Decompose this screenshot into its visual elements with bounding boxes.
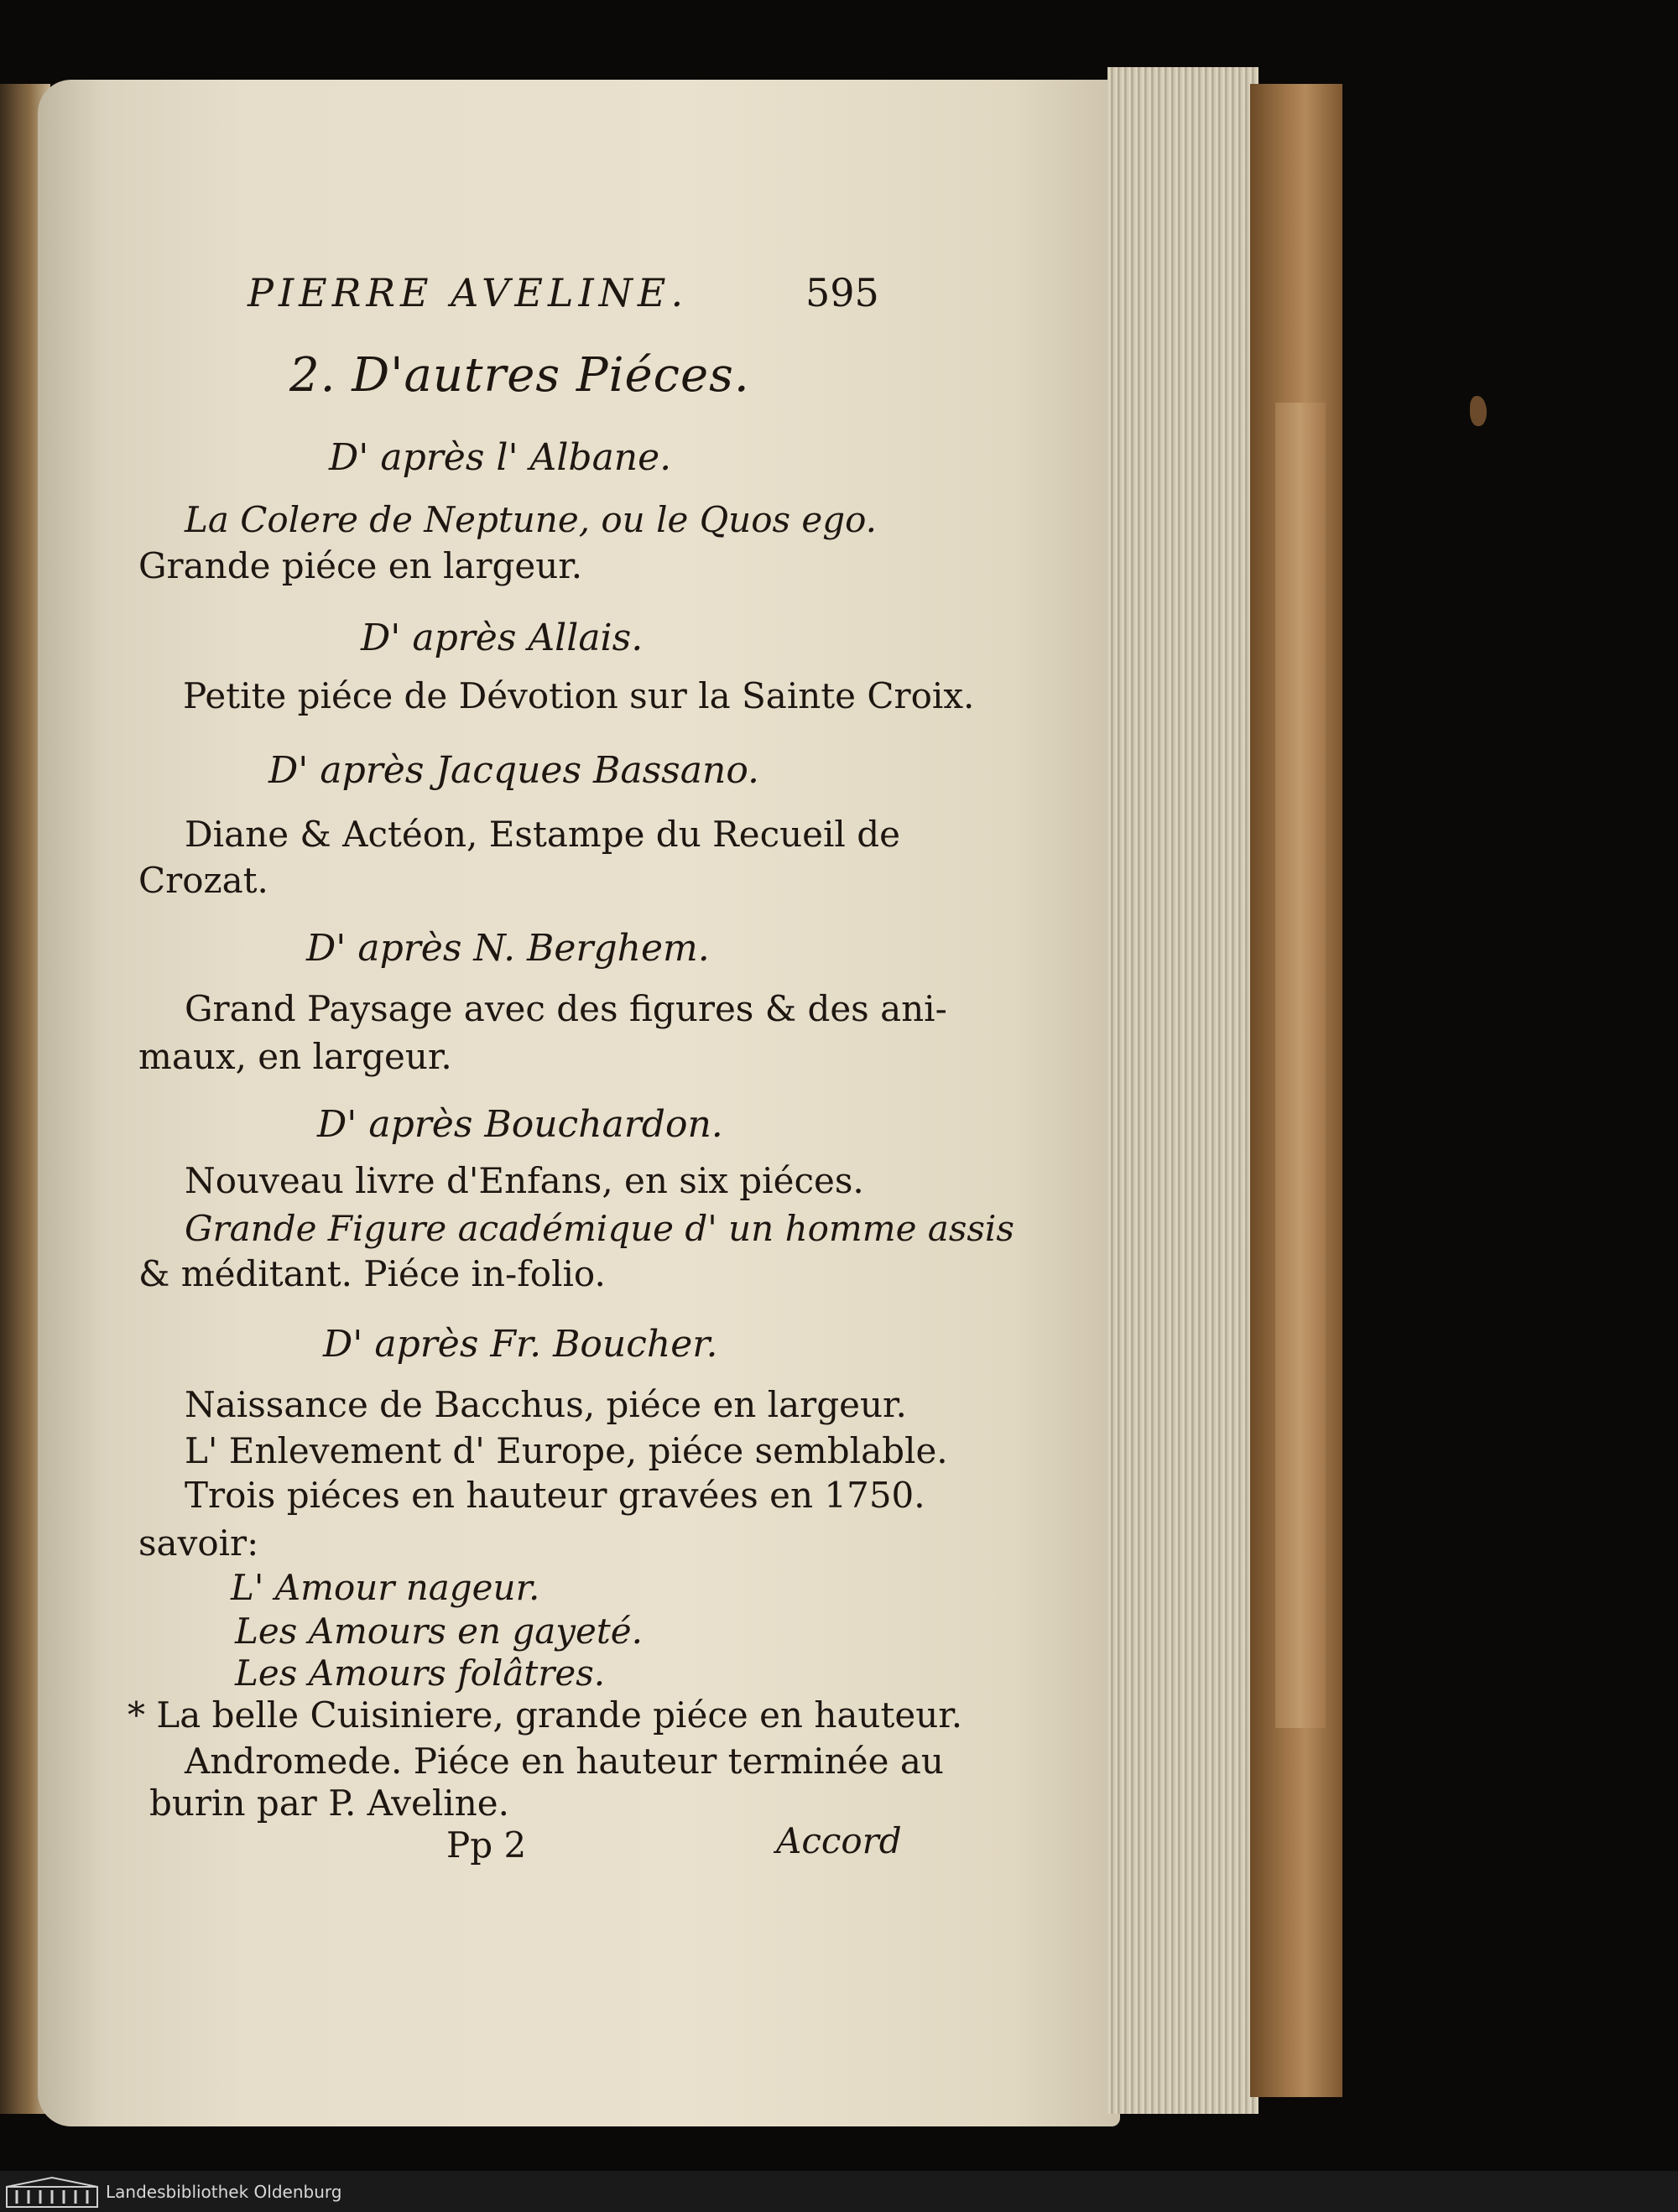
text-line: Grande piéce en largeur. (138, 545, 583, 586)
text-line: maux, en largeur. (138, 1036, 452, 1077)
text-line: L' Amour nageur. (231, 1567, 540, 1608)
text-line: * La belle Cuisiniere, grande piéce en hauteur. (128, 1694, 963, 1736)
library-logo-icon (5, 2175, 99, 2209)
text-line: Naissance de Bacchus, piéce en largeur. (185, 1384, 907, 1425)
text-line: Andromede. Piéce en hauteur terminée au (185, 1741, 944, 1782)
text-line: Trois piéces en hauteur gravées en 1750. (185, 1475, 925, 1516)
text-line: D' après l' Albane. (329, 436, 672, 479)
text-line: L' Enlevement d' Europe, piéce semblable. (185, 1430, 948, 1471)
signature-mark: Pp 2 (446, 1824, 527, 1866)
text-line: burin par P. Aveline. (149, 1783, 509, 1824)
running-head: PIERRE AVELINE. (248, 270, 689, 315)
page-edges (1107, 67, 1258, 2114)
page-number: 595 (805, 270, 879, 315)
footer-bar (0, 2171, 1678, 2212)
text-line: & méditant. Piéce in-folio. (138, 1253, 606, 1294)
text-line: D' après Fr. Boucher. (323, 1323, 718, 1366)
text-line: D' après Jacques Bassano. (268, 749, 760, 792)
text-line: La Colere de Neptune, ou le Quos ego. (185, 499, 878, 540)
text-line: Nouveau livre d'Enfans, en six piéces. (185, 1160, 864, 1201)
text-line: Les Amours folâtres. (235, 1652, 606, 1694)
right-cover-leather (1275, 403, 1326, 1728)
text-line: Diane & Actéon, Estampe du Recueil de (185, 814, 900, 855)
text-line: Petite piéce de Dévotion sur la Sainte Croix. (183, 675, 975, 716)
text-line: D' après Bouchardon. (317, 1103, 723, 1146)
text-line: D' après N. Berghem. (306, 927, 710, 970)
text-line: savoir: (138, 1522, 259, 1564)
text-line: Grand Paysage avec des figures & des ani- (185, 988, 947, 1029)
text-line: Crozat. (138, 860, 268, 901)
text-line: D' après Allais. (361, 617, 644, 659)
smudge-mark (1470, 396, 1487, 426)
text-line: Les Amours en gayeté. (235, 1611, 643, 1652)
footer-label: Landesbibliothek Oldenburg (106, 2181, 342, 2202)
text-line: Grande Figure académique d' un homme assis (185, 1208, 1014, 1249)
section-heading: 2. D'autres Piéces. (289, 348, 750, 403)
catchword: Accord (776, 1820, 902, 1861)
